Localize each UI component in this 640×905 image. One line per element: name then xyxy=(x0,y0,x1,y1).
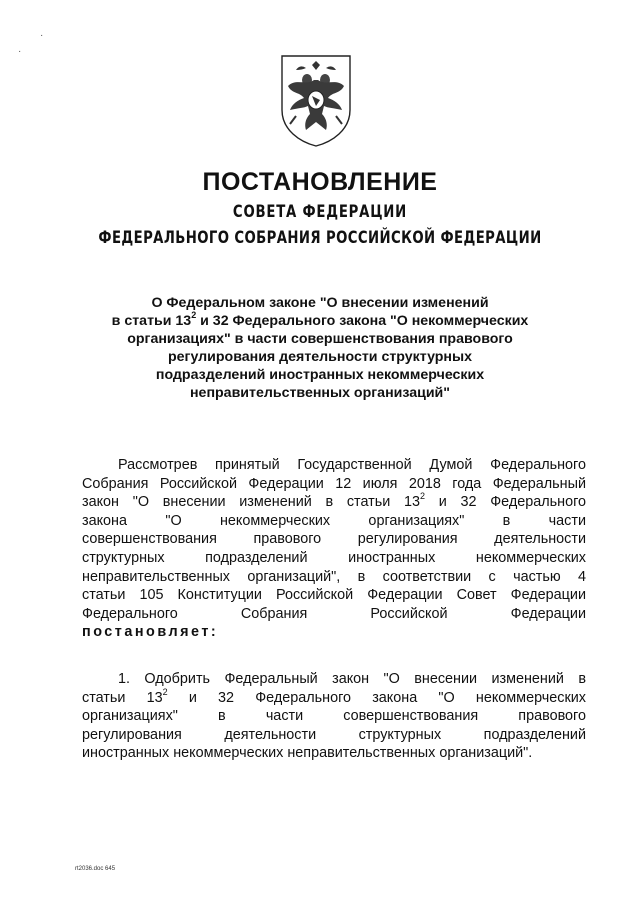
preamble-line: статьи 105 Конституции Российской Федерации Совет Федерации xyxy=(82,587,586,604)
item-line: статьи $13^2$ и 32 Федерального закона "О некоммерческих xyxy=(82,686,586,706)
preamble-line: закона "О некоммерческих организациях" в части xyxy=(82,512,586,529)
document-subject xyxy=(90,294,550,402)
item-line: организациях" в части совершенствования правового xyxy=(82,708,586,725)
issuer-line-1: СОВЕТА ФЕДЕРАЦИИ xyxy=(232,202,408,222)
preamble-line: совершенствования правового регулирования деятельности xyxy=(82,531,586,548)
preamble-line: Федерального Собрания Российской Федерации xyxy=(82,605,586,622)
preamble-line: неправительственных организаций", в соответствии с частью 4 xyxy=(82,568,586,585)
item-line: регулирования деятельности структурных подразделений xyxy=(82,726,586,743)
subject-line: неправительственных организаций" xyxy=(189,385,451,401)
subject-line: подразделений иностранных некоммерческих xyxy=(155,367,485,383)
document-title: ПОСТАНОВЛЕНИЕ xyxy=(202,168,438,196)
subject-line: О Федеральном законе "О внесении изменений xyxy=(151,295,489,311)
item-line: иностранных некоммерческих неправительственных организаций". xyxy=(82,745,533,762)
subject-line: организациях" в части совершенствования правового xyxy=(127,331,513,347)
issuer-line-2: ФЕДЕРАЛЬНОГО СОБРАНИЯ РОССИЙСКОЙ ФЕДЕРАЦИИ xyxy=(98,228,542,248)
file-reference: rt2036.doc 645 xyxy=(75,866,116,872)
preamble-line: структурных подразделений иностранных некоммерческих xyxy=(82,549,586,566)
coat-of-arms-icon xyxy=(276,52,356,148)
preamble-line: Собрания Российской Федерации 12 июля 2018 года Федеральный xyxy=(82,475,586,492)
subject-line: в статьи $13^2$ и 32 Федерального закона "О некоммерческих xyxy=(111,310,529,329)
resolution-item-1 xyxy=(82,670,586,763)
scan-speck: · xyxy=(40,30,44,41)
preamble-paragraph xyxy=(82,456,586,642)
scan-speck: · xyxy=(18,46,22,57)
resolves-word: постановляет: xyxy=(82,624,219,641)
item-line: 1. Одобрить Федеральный закон "О внесении изменений в xyxy=(118,671,586,687)
preamble-line: закон "О внесении изменений в статьи $13^2$ и 32 Федерального xyxy=(82,491,587,511)
preamble-line: Рассмотрев принятый Государственной Думой Федерального xyxy=(118,457,586,473)
subject-line: регулирования деятельности структурных xyxy=(167,349,473,365)
